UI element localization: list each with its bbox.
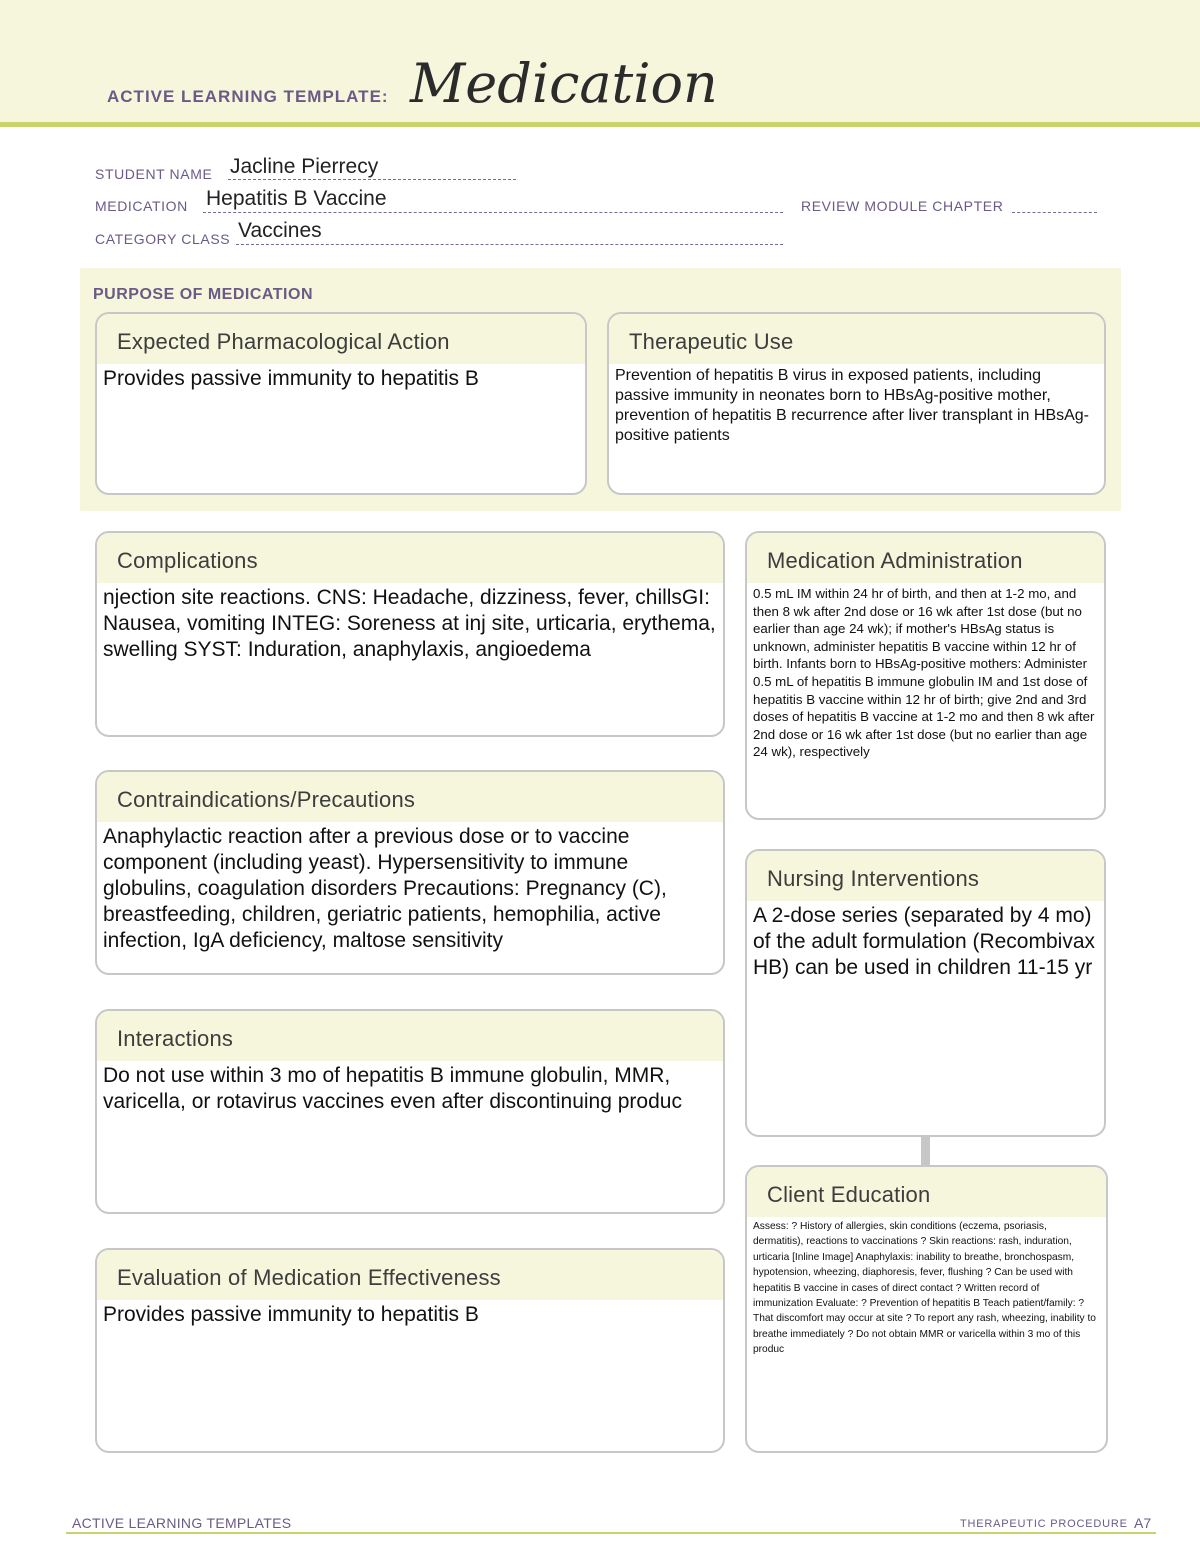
header-rule — [0, 122, 1200, 127]
template-title: Medication — [410, 52, 718, 115]
interactions-card — [95, 1009, 725, 1214]
medication-label: MEDICATION — [95, 198, 188, 214]
card-connector — [921, 1136, 930, 1166]
contraindications-card — [95, 770, 725, 975]
category-class-field[interactable]: Vaccines — [238, 219, 322, 242]
medication-administration-text[interactable]: 0.5 mL IM within 24 hr of birth, and then at 1-2 mo, and then 8 wk after 2nd dose or 16 wk after 1st dose (but no earlier than age 24 wk); if mother's HBsAg status is unknown, administer hepatitis B vaccine within 12 hr of birth. Infants born to HBsAg-positive mothers: Administer 0.5 mL of hepatitis B immune globulin IM and 1st dose of hepatitis B vaccine within 12 hr of birth; give 2nd and 3rd doses of hepatitis B vaccine at 1-2 mo and then 8 wk after 2nd dose or 16 wk after 1st dose (but no earlier than age 24 wk), respectively — [753, 586, 1095, 760]
category-class-label: CATEGORY CLASS — [95, 231, 231, 247]
nursing-interventions-text[interactable]: A 2-dose series (separated by 4 mo) of the adult formulation (Recombivax HB) can be used in children 11-15 yr — [753, 904, 1095, 979]
medication-field[interactable]: Hepatitis B Vaccine — [206, 187, 387, 210]
client-education-text[interactable]: Assess: ? History of allergies, skin conditions (eczema, psoriasis, dermatitis), reactions to vaccinations ? Skin reactions: rash, induration, urticaria [Inline Image] Anaphylaxis: inability to breathe, bronchospasm, hypotension, wheezing, diaphoresis, fever, flushing ? Can be used with hepatitis B vaccine in cases of direct contact ? Written record of immunization Evaluate: ? Prevention of hepatitis B Teach patient/family: ? That discomfort may occur at site ? To report any rash, wheezing, inability to breathe immediately ? Do not obtain MMR or varicella within 3 mo of this produc — [753, 1221, 1096, 1356]
client-education-card — [745, 1165, 1108, 1453]
evaluation-heading: Evaluation of Medication Effectiveness — [97, 1250, 723, 1300]
contraindications-heading: Contraindications/Precautions — [97, 772, 723, 822]
therapeutic-use-heading: Therapeutic Use — [609, 314, 1104, 364]
review-module-label: REVIEW MODULE CHAPTER — [801, 198, 1004, 214]
category-class-line — [236, 243, 783, 245]
expected-action-card — [95, 312, 587, 495]
evaluation-text[interactable]: Provides passive immunity to hepatitis B — [103, 1303, 479, 1326]
medication-administration-card — [745, 531, 1106, 820]
medication-line — [203, 211, 783, 213]
footer-page-number: A7 — [1134, 1515, 1152, 1531]
purpose-title: PURPOSE OF MEDICATION — [93, 286, 313, 303]
student-name-label: STUDENT NAME — [95, 166, 213, 182]
nursing-interventions-card — [745, 849, 1106, 1137]
complications-card — [95, 531, 725, 737]
nursing-interventions-heading: Nursing Interventions — [747, 851, 1104, 901]
interactions-heading: Interactions — [97, 1011, 723, 1061]
interactions-text[interactable]: Do not use within 3 mo of hepatitis B immune globulin, MMR, varicella, or rotavirus vaccines even after discontinuing produc — [103, 1064, 682, 1113]
therapeutic-use-card — [607, 312, 1106, 495]
contraindications-text[interactable]: Anaphylactic reaction after a previous dose or to vaccine component (including yeast). Hypersensitivity to immune globulins, coagulation disorders Precautions: Pregnancy (C), breastfeeding, children, geriatric patients, hemophilia, active infection, IgA deficiency, maltose sensitivity — [103, 825, 667, 952]
evaluation-card — [95, 1248, 725, 1453]
template-label: ACTIVE LEARNING TEMPLATE: — [107, 87, 389, 106]
footer-left: ACTIVE LEARNING TEMPLATES — [72, 1515, 292, 1531]
client-education-heading: Client Education — [747, 1167, 1106, 1217]
student-name-field[interactable]: Jacline Pierrecy — [230, 155, 379, 178]
complications-heading: Complications — [97, 533, 723, 583]
therapeutic-use-text[interactable]: Prevention of hepatitis B virus in exposed patients, including passive immunity in neonates born to HBsAg-positive mother, prevention of hepatitis B recurrence after liver transplant in HBsAg-positive patients — [615, 367, 1090, 444]
review-module-field[interactable] — [1012, 211, 1097, 213]
expected-action-text[interactable]: Provides passive immunity to hepatitis B — [103, 367, 479, 390]
footer-rule — [66, 1532, 1156, 1534]
footer-right: THERAPEUTIC PROCEDURE — [960, 1518, 1128, 1530]
complications-text[interactable]: njection site reactions. CNS: Headache, dizziness, fever, chillsGI: Nausea, vomiting INTEG: Soreness at inj site, urticaria, erythema, swelling SYST: Induration, anaphylaxis, angioedema — [103, 586, 716, 661]
expected-action-heading: Expected Pharmacological Action — [97, 314, 585, 364]
medication-administration-heading: Medication Administration — [747, 533, 1104, 583]
